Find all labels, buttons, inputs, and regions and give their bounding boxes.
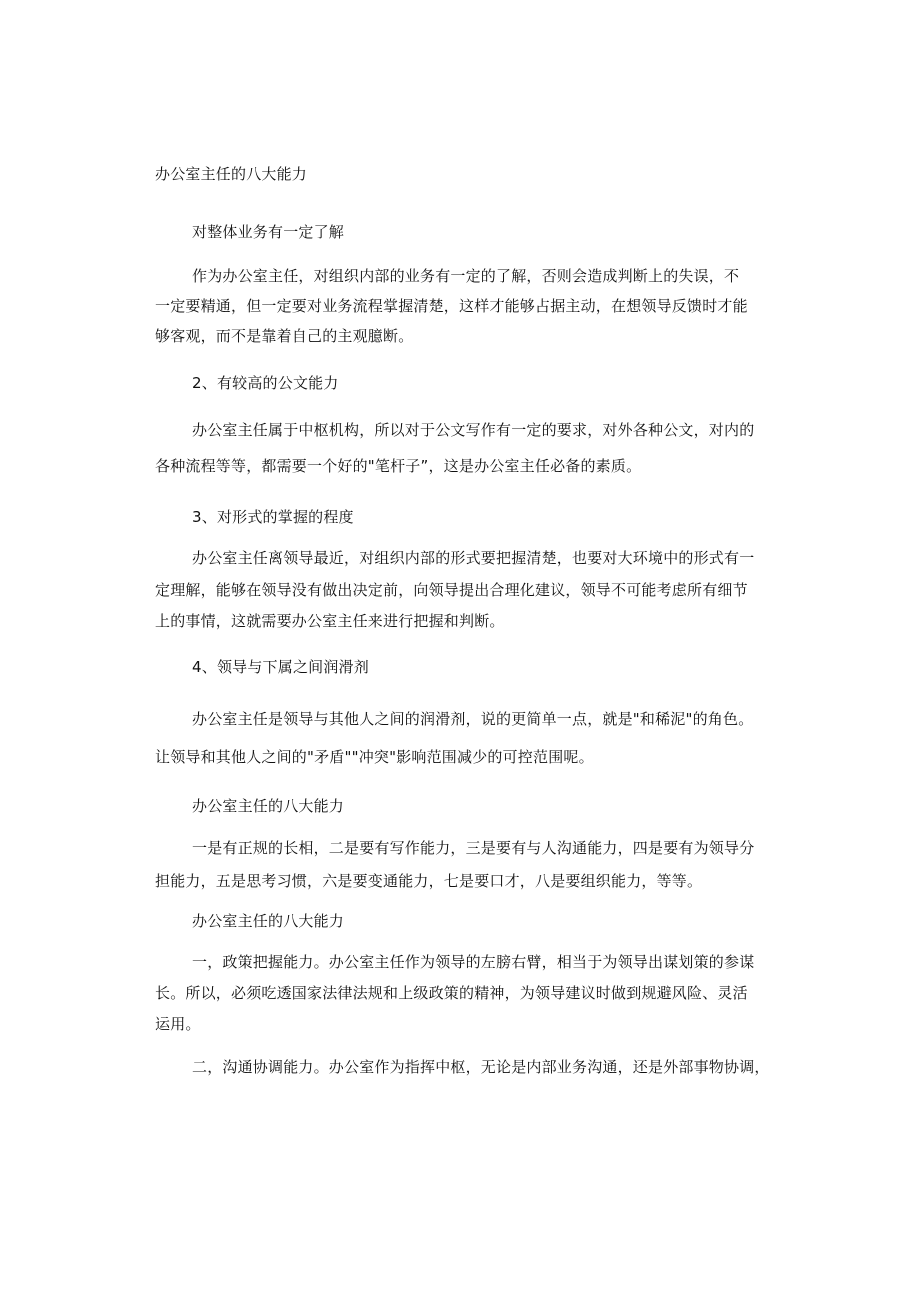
paragraph-6-line-2: 长。所以，必须吃透国家法律法规和上级政策的精神，为领导建议时做到规避风险、灵活 <box>155 984 748 1002</box>
paragraph-2-line-2: 各种流程等等，都需要一个好的"笔杆子”，这是办公室主任必备的素质。 <box>155 457 642 475</box>
paragraph-7-line-1: 二，沟通协调能力。办公室作为指挥中枢，无论是内部业务沟通，还是外部事物协调， <box>192 1058 770 1076</box>
paragraph-5-line-2: 担能力，五是思考习惯，六是要变通能力，七是要口才，八是要组织能力，等等。 <box>155 872 703 890</box>
paragraph-1-line-3: 够客观，而不是靠着自己的主观臆断。 <box>155 327 414 345</box>
section-heading-2: 2、有较高的公文能力 <box>192 374 339 392</box>
paragraph-3-line-2: 定理解，能够在领导没有做出决定前，向领导提出合理化建议，领导不可能考虑所有细节 <box>155 581 748 599</box>
paragraph-1-line-2: 一定要精通，但一定要对业务流程掌握清楚，这样才能够占据主动，在想领导反馈时才能 <box>155 297 748 315</box>
section-heading-6: 办公室主任的八大能力 <box>192 912 345 930</box>
section-heading-4: 4、领导与下属之间润滑剂 <box>192 658 369 676</box>
paragraph-5-line-1: 一是有正规的长相，二是要有写作能力，三是要有与人沟通能力，四是要有为领导分 <box>192 839 755 857</box>
paragraph-2-line-1: 办公室主任属于中枢机构，所以对于公文写作有一定的要求，对外各种公文，对内的 <box>192 421 755 439</box>
paragraph-6-line-3: 运用。 <box>155 1015 201 1033</box>
document-title: 办公室主任的八大能力 <box>155 165 308 183</box>
section-heading-1: 对整体业务有一定了解 <box>192 223 345 241</box>
section-heading-3: 3、对形式的掌握的程度 <box>192 508 354 526</box>
paragraph-1-line-1: 作为办公室主任，对组织内部的业务有一定的了解，否则会造成判断上的失误，不 <box>192 267 740 285</box>
paragraph-3-line-1: 办公室主任离领导最近，对组织内部的形式要把握清楚，也要对大环境中的形式有一 <box>192 549 755 567</box>
paragraph-6-line-1: 一，政策把握能力。办公室主任作为领导的左膀右臂，相当于为领导出谋划策的参谋 <box>192 953 755 971</box>
paragraph-4-line-2: 让领导和其他人之间的"矛盾""冲突"影响范围减少的可控范围呢。 <box>155 748 594 766</box>
paragraph-4-line-1: 办公室主任是领导与其他人之间的润滑剂，说的更简单一点，就是"和稀泥"的角色。 <box>192 710 754 728</box>
section-heading-5: 办公室主任的八大能力 <box>192 797 345 815</box>
paragraph-3-line-3: 上的事情，这就需要办公室主任来进行把握和判断。 <box>155 612 505 630</box>
